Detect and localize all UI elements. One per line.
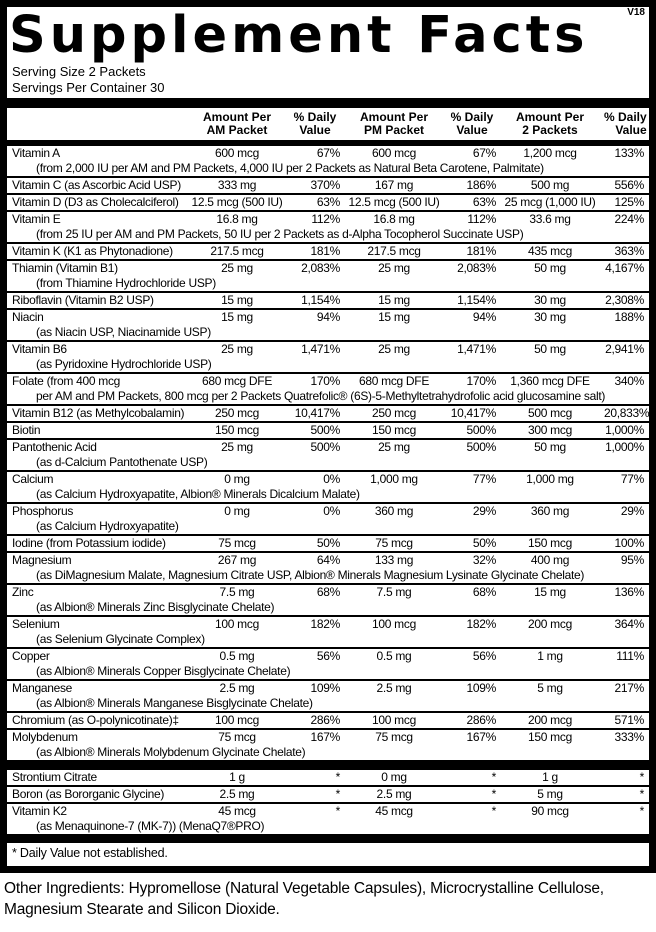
ingredient-source-note: (as Calcium Hydroxyapatite) <box>36 518 179 533</box>
ingredient-name: Vitamin D (D3 as Cholecalciferol) <box>12 194 179 209</box>
pm-packet-daily-value: 77% <box>472 471 496 486</box>
am-packet-daily-value: 50% <box>316 535 340 550</box>
pm-packet-daily-value: 10,417% <box>450 405 496 420</box>
pm-packet-daily-value: 1,471% <box>457 341 496 356</box>
two-packet-amount: 400 mg <box>530 552 570 567</box>
pm-packet-daily-value: 186% <box>466 177 496 192</box>
two-packet-amount: 30 mg <box>534 292 566 307</box>
ingredient-row-grid <box>7 178 649 193</box>
ingredient-name: Thiamin (Vitamin B1) <box>12 260 118 275</box>
ingredient-row <box>7 647 649 679</box>
am-packet-amount: 25 mg <box>221 341 253 356</box>
ingredient-source-note: (as Menaquinone-7 (MK-7)) (MenaQ7®PRO) <box>36 818 265 833</box>
two-packet-daily-value: 111% <box>616 648 644 663</box>
ingredient-name: Magnesium <box>12 552 72 567</box>
ingredient-name: Folate (from 400 mcg <box>12 373 121 388</box>
pm-packet-daily-value: 50% <box>472 535 496 550</box>
ingredient-name: Riboflavin (Vitamin B2 USP) <box>12 292 154 307</box>
am-packet-daily-value: 94% <box>316 309 340 324</box>
ingredient-row <box>7 785 649 802</box>
column-header-line: Amount Per <box>515 109 584 124</box>
column-header-am-amount <box>184 111 290 138</box>
pm-packet-daily-value: 63% <box>472 194 496 209</box>
two-packet-daily-value: 571% <box>614 712 644 727</box>
two-packet-amount: 435 mcg <box>528 243 572 258</box>
two-packet-amount: 50 mg <box>534 260 566 275</box>
am-packet-amount: 16.8 mg <box>216 211 258 226</box>
two-packet-amount: 500 mg <box>530 177 570 192</box>
ingredient-name: Vitamin A <box>12 145 60 160</box>
two-packet-amount: 1 g <box>542 769 558 784</box>
am-packet-amount: 150 mcg <box>215 422 259 437</box>
ingredient-row <box>7 421 649 438</box>
ingredient-row-grid <box>7 770 649 785</box>
column-header-two-packet-amount <box>496 111 604 138</box>
ingredient-name: Vitamin B6 <box>12 341 67 356</box>
two-packet-daily-value: 4,167% <box>605 260 644 275</box>
ingredient-row <box>7 308 649 340</box>
two-packet-daily-value: 217% <box>614 680 644 695</box>
am-packet-amount: 2.5 mg <box>219 680 255 695</box>
two-packet-daily-value: 95% <box>620 552 644 567</box>
pm-packet-daily-value: * <box>491 786 496 801</box>
pm-packet-amount: 100 mcg <box>372 616 416 631</box>
column-header-line: Value <box>456 123 488 138</box>
am-packet-amount: 7.5 mg <box>219 584 255 599</box>
ingredient-row-grid <box>7 617 649 647</box>
am-packet-daily-value: 64% <box>316 552 340 567</box>
am-packet-daily-value: 2,083% <box>301 260 340 275</box>
servings-per-container: Servings Per Container 30 <box>12 79 165 95</box>
pm-packet-daily-value: 109% <box>466 680 496 695</box>
two-packet-daily-value: 133% <box>614 145 644 160</box>
ingredient-row-grid <box>7 681 649 711</box>
pm-packet-amount: 25 mg <box>378 260 410 275</box>
ingredient-row-grid <box>7 195 649 210</box>
ingredient-row-grid <box>7 585 649 615</box>
pm-packet-daily-value: 500% <box>466 422 496 437</box>
ingredient-source-note: (from 2,000 IU per AM and PM Packets, 4,000 IU per 2 Packets as Natural Beta Carotene, Palmitate) <box>36 160 544 175</box>
am-packet-amount: 12.5 mcg (500 IU) <box>191 194 283 209</box>
pm-packet-amount: 15 mg <box>378 309 410 324</box>
ingredient-row <box>7 802 649 834</box>
am-packet-daily-value: 67% <box>316 145 340 160</box>
am-packet-daily-value: 68% <box>316 584 340 599</box>
am-packet-daily-value: * <box>335 803 340 818</box>
column-header-line: Amount Per <box>202 109 271 124</box>
two-packet-daily-value: 340% <box>614 373 644 388</box>
column-header-pm-dv <box>448 111 496 138</box>
am-packet-daily-value: 370% <box>310 177 340 192</box>
ingredient-row <box>7 404 649 421</box>
two-packet-amount: 33.6 mg <box>529 211 571 226</box>
am-packet-amount: 100 mcg <box>215 712 259 727</box>
ingredient-row <box>7 502 649 534</box>
pm-packet-amount: 360 mg <box>374 503 414 518</box>
panel-title: Supplement Facts <box>9 6 589 65</box>
ingredient-row-grid <box>7 440 649 470</box>
pm-packet-amount: 2.5 mg <box>376 786 412 801</box>
pm-packet-daily-value: 182% <box>466 616 496 631</box>
am-packet-daily-value: 500% <box>310 439 340 454</box>
two-packet-daily-value: 136% <box>614 584 644 599</box>
column-header-line: Amount Per <box>359 109 428 124</box>
column-header-line: Value <box>299 123 331 138</box>
am-packet-amount: 2.5 mg <box>219 786 255 801</box>
pm-packet-amount: 133 mg <box>374 552 414 567</box>
serving-size: Serving Size 2 Packets <box>12 63 146 79</box>
am-packet-amount: 0 mg <box>224 503 250 518</box>
two-packet-daily-value: 188% <box>614 309 644 324</box>
pm-packet-amount: 250 mcg <box>372 405 416 420</box>
ingredient-row <box>7 259 649 291</box>
ingredient-row-grid <box>7 261 649 291</box>
section-divider-bar <box>7 760 649 768</box>
am-packet-amount: 0 mg <box>224 471 250 486</box>
pm-packet-daily-value: 68% <box>472 584 496 599</box>
two-packet-amount: 150 mcg <box>528 729 572 744</box>
column-header-pm-amount <box>340 111 448 138</box>
two-packet-amount: 1,200 mcg <box>523 145 577 160</box>
am-packet-amount: 680 mcg DFE <box>201 373 273 388</box>
am-packet-amount: 25 mg <box>221 439 253 454</box>
pm-packet-amount: 1,000 mg <box>370 471 418 486</box>
pm-packet-daily-value: 1,154% <box>457 292 496 307</box>
ingredient-name: Strontium Citrate <box>12 769 97 784</box>
ingredient-row <box>7 176 649 193</box>
ingredient-row <box>7 615 649 647</box>
column-header-line: % Daily <box>604 109 647 124</box>
ingredient-name: Chromium (as O-polynicotinate)‡ <box>12 712 179 727</box>
column-header-two-packet-dv <box>604 111 647 138</box>
version-code: V18 <box>627 7 645 18</box>
am-packet-amount: 45 mcg <box>218 803 256 818</box>
am-packet-daily-value: * <box>335 786 340 801</box>
am-packet-amount: 267 mg <box>217 552 257 567</box>
ingredient-row <box>7 583 649 615</box>
am-packet-amount: 333 mg <box>217 177 257 192</box>
ingredient-row <box>7 679 649 711</box>
ingredient-row-grid <box>7 536 649 551</box>
ingredient-row-grid <box>7 649 649 679</box>
two-packet-amount: 25 mcg (1,000 IU) <box>504 194 596 209</box>
ingredient-source-note: (as Albion® Minerals Manganese Bisglycinate Chelate) <box>36 695 313 710</box>
divider-bar-footnote <box>7 834 649 843</box>
two-packet-daily-value: 29% <box>620 503 644 518</box>
pm-packet-amount: 0 mg <box>381 769 407 784</box>
ingredient-row-grid <box>7 146 649 176</box>
am-packet-daily-value: 1,154% <box>301 292 340 307</box>
two-packet-daily-value: 1,000% <box>605 422 644 437</box>
two-packet-amount: 90 mcg <box>531 803 569 818</box>
am-packet-daily-value: 109% <box>310 680 340 695</box>
ingredient-row <box>7 470 649 502</box>
am-packet-daily-value: * <box>335 769 340 784</box>
serving-info <box>7 64 649 96</box>
am-packet-daily-value: 167% <box>310 729 340 744</box>
am-packet-daily-value: 63% <box>316 194 340 209</box>
ingredient-row-grid <box>7 423 649 438</box>
pm-packet-daily-value: 167% <box>466 729 496 744</box>
pm-packet-amount: 15 mg <box>378 292 410 307</box>
am-packet-amount: 15 mg <box>221 292 253 307</box>
am-packet-daily-value: 0% <box>323 503 340 518</box>
two-packet-amount: 360 mg <box>530 503 570 518</box>
am-packet-daily-value: 170% <box>310 373 340 388</box>
am-packet-amount: 100 mcg <box>215 616 259 631</box>
two-packet-daily-value: 1,000% <box>605 439 644 454</box>
ingredient-row <box>7 372 649 404</box>
two-packet-daily-value: 2,308% <box>605 292 644 307</box>
ingredient-name: Iodine (from Potassium iodide) <box>12 535 166 550</box>
ingredient-name: Copper <box>12 648 50 663</box>
ingredient-row-grid <box>7 310 649 340</box>
ingredient-source-note: (from 25 IU per AM and PM Packets, 50 IU per 2 Packets as d-Alpha Tocopherol Succinate USP) <box>36 226 524 241</box>
ingredient-row <box>7 291 649 308</box>
pm-packet-daily-value: * <box>491 769 496 784</box>
ingredient-row <box>7 242 649 259</box>
ingredient-source-note: (as Albion® Minerals Molybdenum Glycinate Chelate) <box>36 744 306 759</box>
ingredient-source-note: (as Niacin USP, Niacinamide USP) <box>36 324 211 339</box>
ingredient-row-grid <box>7 804 649 834</box>
pm-packet-daily-value: 286% <box>466 712 496 727</box>
ingredient-row-grid <box>7 244 649 259</box>
column-header-am-dv <box>290 111 340 138</box>
ingredient-name: Calcium <box>12 471 54 486</box>
ingredient-name: Molybdenum <box>12 729 78 744</box>
ingredient-row-grid <box>7 472 649 502</box>
ingredient-row <box>7 193 649 210</box>
two-packet-daily-value: * <box>639 769 644 784</box>
am-packet-daily-value: 181% <box>310 243 340 258</box>
ingredient-name: Manganese <box>12 680 73 695</box>
two-packet-daily-value: 2,941% <box>605 341 644 356</box>
column-header-line: AM Packet <box>206 123 268 138</box>
two-packet-amount: 1,360 mcg DFE <box>510 373 590 388</box>
ingredient-name: Zinc <box>12 584 34 599</box>
ingredient-row-grid <box>7 553 649 583</box>
two-packet-daily-value: 224% <box>614 211 644 226</box>
ingredient-row <box>7 551 649 583</box>
pm-packet-daily-value: 181% <box>466 243 496 258</box>
am-packet-daily-value: 10,417% <box>294 405 340 420</box>
pm-packet-amount: 75 mcg <box>375 535 413 550</box>
ingredient-name: Biotin <box>12 422 41 437</box>
ingredient-row-grid <box>7 212 649 242</box>
ingredient-name: Pantothenic Acid <box>12 439 97 454</box>
am-packet-amount: 1 g <box>229 769 245 784</box>
pm-packet-daily-value: * <box>491 803 496 818</box>
ingredient-row <box>7 728 649 760</box>
pm-packet-amount: 0.5 mg <box>376 648 412 663</box>
ingredient-row-grid <box>7 406 649 421</box>
divider-bar-top <box>7 98 649 108</box>
am-packet-amount: 0.5 mg <box>219 648 255 663</box>
pm-packet-daily-value: 112% <box>467 211 496 226</box>
two-packet-daily-value: * <box>639 803 644 818</box>
ingredient-name: Boron (as Bororganic Glycine) <box>12 786 165 801</box>
pm-packet-amount: 150 mcg <box>372 422 416 437</box>
ingredient-source-note: (as Albion® Minerals Zinc Bisglycinate Chelate) <box>36 599 275 614</box>
ingredient-source-note: (as Pyridoxine Hydrochloride USP) <box>36 356 212 371</box>
am-packet-daily-value: 112% <box>311 211 340 226</box>
pm-packet-daily-value: 29% <box>472 503 496 518</box>
two-packet-daily-value: 20,833% <box>604 405 650 420</box>
am-packet-daily-value: 1,471% <box>301 341 340 356</box>
pm-packet-amount: 12.5 mcg (500 IU) <box>348 194 440 209</box>
two-packet-amount: 1,000 mg <box>526 471 574 486</box>
pm-packet-amount: 75 mcg <box>375 729 413 744</box>
am-packet-amount: 15 mg <box>221 309 253 324</box>
two-packet-amount: 5 mg <box>537 786 563 801</box>
ingredient-source-note: (as DiMagnesium Malate, Magnesium Citrate USP, Albion® Minerals Magnesium Lysinate Glycinate Chelate) <box>36 567 585 582</box>
pm-packet-amount: 16.8 mg <box>373 211 415 226</box>
other-ingredients: Other Ingredients: Hypromellose (Natural Vegetable Capsules), Microcrystalline Cellulose, Magnesium Stearate and Silicon Dioxide. <box>4 879 604 918</box>
pm-packet-daily-value: 500% <box>466 439 496 454</box>
pm-packet-amount: 100 mcg <box>372 712 416 727</box>
ingredient-row <box>7 534 649 551</box>
two-packet-amount: 200 mcg <box>528 712 572 727</box>
am-packet-daily-value: 500% <box>310 422 340 437</box>
pm-packet-amount: 25 mg <box>378 341 410 356</box>
ingredient-row-grid <box>7 504 649 534</box>
pm-packet-amount: 217.5 mcg <box>367 243 421 258</box>
pm-packet-amount: 25 mg <box>378 439 410 454</box>
column-header-line: PM Packet <box>363 123 425 138</box>
pm-packet-daily-value: 170% <box>466 373 496 388</box>
pm-packet-amount: 2.5 mg <box>376 680 412 695</box>
column-header-line: % Daily <box>450 109 494 124</box>
two-packet-daily-value: 77% <box>620 471 644 486</box>
two-packet-daily-value: * <box>639 786 644 801</box>
pm-packet-amount: 600 mcg <box>372 145 416 160</box>
ingredient-source-note: (as Albion® Minerals Copper Bisglycinate Chelate) <box>36 663 291 678</box>
pm-packet-amount: 45 mcg <box>375 803 413 818</box>
ingredient-name: Vitamin B12 (as Methylcobalamin) <box>12 405 185 420</box>
column-header-line: Value <box>615 123 647 138</box>
column-header-line: % Daily <box>293 109 337 124</box>
am-packet-amount: 75 mcg <box>218 535 256 550</box>
ingredient-name: Niacin <box>12 309 44 324</box>
ingredient-name: Selenium <box>12 616 60 631</box>
am-packet-amount: 217.5 mcg <box>210 243 264 258</box>
pm-packet-daily-value: 32% <box>472 552 496 567</box>
ingredient-row <box>7 146 649 176</box>
two-packet-daily-value: 556% <box>614 177 644 192</box>
ingredient-name: Vitamin C (as Ascorbic Acid USP) <box>12 177 181 192</box>
pm-packet-amount: 7.5 mg <box>376 584 412 599</box>
two-packet-amount: 5 mg <box>537 680 563 695</box>
pm-packet-amount: 680 mcg DFE <box>358 373 430 388</box>
ingredient-source-note: (as d-Calcium Pantothenate USP) <box>36 454 208 469</box>
ingredient-row-grid <box>7 730 649 760</box>
two-packet-amount: 1 mg <box>537 648 563 663</box>
ingredient-row-grid <box>7 787 649 802</box>
pm-packet-daily-value: 2,083% <box>457 260 496 275</box>
ingredient-source-note: (as Calcium Hydroxyapatite, Albion® Minerals Dicalcium Malate) <box>36 486 360 501</box>
ingredient-name: Vitamin E <box>12 211 61 226</box>
two-packet-daily-value: 364% <box>614 616 644 631</box>
am-packet-amount: 250 mcg <box>215 405 259 420</box>
two-packet-daily-value: 100% <box>614 535 644 550</box>
am-packet-daily-value: 182% <box>310 616 340 631</box>
two-packet-daily-value: 333% <box>614 729 644 744</box>
column-header-line: 2 Packets <box>522 123 578 138</box>
two-packet-amount: 300 mcg <box>528 422 572 437</box>
ingredient-name: Phosphorus <box>12 503 74 518</box>
two-packet-amount: 50 mg <box>534 439 566 454</box>
ingredient-name: Vitamin K2 <box>12 803 67 818</box>
ingredient-row <box>7 438 649 470</box>
pm-packet-amount: 167 mg <box>374 177 414 192</box>
am-packet-daily-value: 0% <box>323 471 340 486</box>
two-packet-amount: 200 mcg <box>528 616 572 631</box>
am-packet-daily-value: 286% <box>310 712 340 727</box>
ingredient-row-grid <box>7 342 649 372</box>
ingredients-table <box>7 146 649 834</box>
two-packet-daily-value: 125% <box>614 194 644 209</box>
ingredient-source-note: (as Selenium Glycinate Complex) <box>36 631 205 646</box>
two-packet-daily-value: 363% <box>614 243 644 258</box>
ingredient-row-grid <box>7 713 649 728</box>
am-packet-amount: 600 mcg <box>215 145 259 160</box>
am-packet-amount: 25 mg <box>221 260 253 275</box>
ingredient-row-grid <box>7 374 649 404</box>
pm-packet-daily-value: 56% <box>472 648 496 663</box>
ingredient-row <box>7 210 649 242</box>
pm-packet-daily-value: 94% <box>472 309 496 324</box>
two-packet-amount: 500 mcg <box>528 405 572 420</box>
ingredient-row <box>7 340 649 372</box>
two-packet-amount: 50 mg <box>534 341 566 356</box>
ingredient-name: Vitamin K (K1 as Phytonadione) <box>12 243 173 258</box>
daily-value-footnote: * Daily Value not established. <box>12 845 168 860</box>
ingredient-row-grid <box>7 293 649 308</box>
ingredient-row <box>7 768 649 785</box>
pm-packet-daily-value: 67% <box>472 145 496 160</box>
am-packet-amount: 75 mcg <box>218 729 256 744</box>
column-headers <box>7 108 649 140</box>
two-packet-amount: 15 mg <box>534 584 566 599</box>
ingredient-row <box>7 711 649 728</box>
ingredient-source-note: (from Thiamine Hydrochloride USP) <box>36 275 216 290</box>
ingredient-source-note: per AM and PM Packets, 800 mcg per 2 Packets Quatrefolic® (6S)-5-Methyltetrahydrofolic acid glucosamine salt) <box>36 388 606 403</box>
two-packet-amount: 150 mcg <box>528 535 572 550</box>
am-packet-daily-value: 56% <box>316 648 340 663</box>
two-packet-amount: 30 mg <box>534 309 566 324</box>
